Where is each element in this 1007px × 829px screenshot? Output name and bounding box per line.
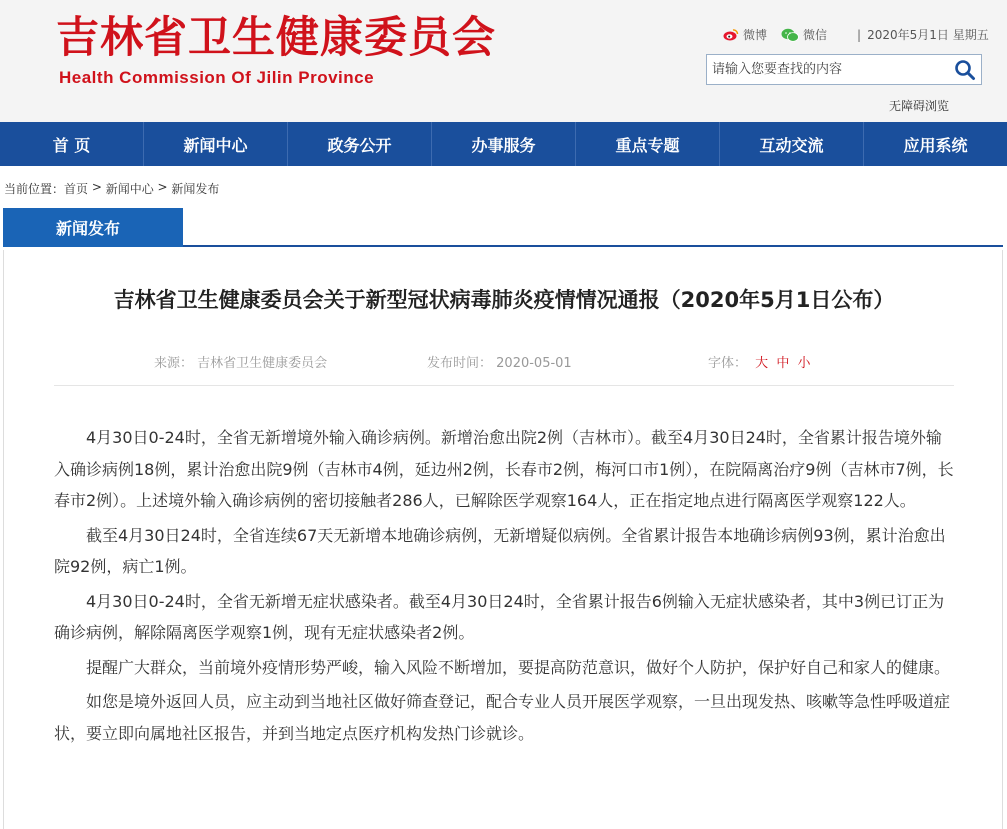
font-size-switcher [708,352,810,371]
time-label: 发布时间： [427,356,493,371]
site-logo-cn[interactable]: 吉林省卫生健康委员会 [56,13,496,63]
breadcrumb-home[interactable]: 首页 [64,182,89,196]
weibo-icon [723,28,739,41]
time-value: 2020-05-01 [496,356,572,371]
weibo-link[interactable] [723,26,767,43]
search-icon[interactable] [953,58,977,82]
article-paragraph: 4月30日0-24时，全省无新增无症状感染者。截至4月30日24时，全省累计报告6例输入无症状感染者，其中3例已订正为确诊病例，解除隔离医学观察1例，现有无症状感染者2例。 [54,591,945,642]
font-size-large[interactable]: 大 [755,356,769,371]
breadcrumb-prefix: 当前位置： [4,182,65,196]
nav-item-gov-affairs[interactable]: 政务公开 [288,122,432,166]
nav-item-home[interactable]: 首 页 [0,122,144,166]
breadcrumb-news-center[interactable]: 新闻中心 [105,182,154,196]
font-size-label: 字体： [708,356,748,371]
site-header [0,0,1007,122]
nav-item-topics[interactable]: 重点专题 [576,122,720,166]
wechat-icon [781,28,799,42]
section-tab-news-release[interactable]: 新闻发布 [3,208,183,247]
font-size-medium[interactable]: 中 [776,356,790,371]
breadcrumb-news-release[interactable]: 新闻发布 [171,182,220,196]
nav-item-services[interactable]: 办事服务 [432,122,576,166]
article-paragraph: 提醒广大群众，当前境外疫情形势严峻，输入风险不断增加，要提高防范意识，做好个人防护，保护好自己和家人的健康。 [86,657,951,677]
article-title: 吉林省卫生健康委员会关于新型冠状病毒肺炎疫情情况通报（2020年5月1日公布） [113,288,895,312]
weibo-label: 微博 [743,28,768,42]
nav-item-interaction[interactable]: 互动交流 [720,122,864,166]
wechat-label: 微信 [803,28,828,42]
wechat-link[interactable] [781,26,827,43]
search-input[interactable] [707,55,947,84]
article-source [154,352,327,371]
source-value: 吉林省卫生健康委员会 [197,356,328,371]
breadcrumb-sep: > [153,180,172,194]
site-logo-en: Health Commission Of Jilin Province [59,68,375,87]
social-links [723,26,989,43]
nav-item-apps[interactable]: 应用系统 [903,135,968,155]
article-paragraph: 截至4月30日24时，全省连续67天无新增本地确诊病例，无新增疑似病例。全省累计报告本地确诊病例93例，累计治愈出院92例，病亡1例。 [54,525,946,576]
nav-item-news-center[interactable]: 新闻中心 [144,122,288,166]
search-box [706,54,982,85]
date-separator: | [857,27,862,42]
article-paragraph: 4月30日0-24时，全省无新增境外输入确诊病例。新增治愈出院2例（吉林市）。截至4月30日24时，全省累计报告境外输入确诊病例18例，累计治愈出院9例（吉林市4例，延边州2例，长春市2例，梅河口市1例），在院隔离治疗9例（吉林市7例，长春市2例）。上述境外输入确诊病例的密切接触者286人，已解除医学观察164人，正在指定地点进行隔离医学观察122人。 [54,428,954,510]
breadcrumb [4,180,219,197]
article-content [3,250,1003,829]
section-bar [3,208,1003,247]
main-nav [0,122,1007,166]
article-time [427,352,572,371]
article-paragraph: 如您是境外返回人员，应主动到当地社区做好筛查登记，配合专业人员开展医学观察，一旦出现发热、咳嗽等急性呼吸道症状，要立即向属地社区报告，并到当地定点医疗机构发热门诊就诊。 [54,692,951,743]
current-date: 2020年5月1日 星期五 [867,28,989,42]
article-body [54,422,956,752]
source-label: 来源： [154,356,194,371]
accessible-browse-link[interactable]: 无障碍浏览 [889,99,950,113]
meta-divider [54,385,954,386]
breadcrumb-sep: > [88,180,106,194]
font-size-small[interactable]: 小 [797,356,811,371]
